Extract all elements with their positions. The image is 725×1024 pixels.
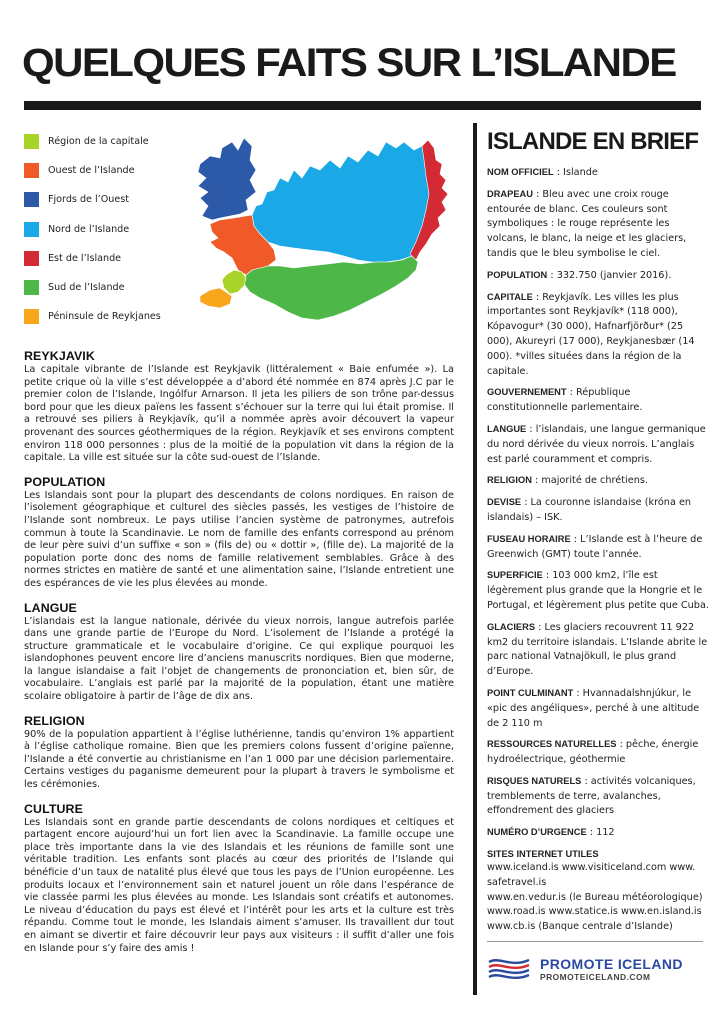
fact-value: : activités volcaniques, tremblements de terre, avalanches, effondrement des glaciers	[487, 775, 696, 817]
fact-key: CAPITALE	[487, 291, 533, 302]
logo-name: PROMOTE ICELAND	[540, 955, 683, 972]
fact-capitale	[487, 290, 709, 380]
fact-key: GLACIERS	[487, 621, 536, 632]
legend-item-capital	[24, 127, 199, 156]
legend-swatch-north-icon	[24, 222, 39, 237]
fact-value: : Islande	[553, 167, 598, 178]
legend-swatch-south-icon	[24, 280, 39, 295]
fact-value: : majorité de chrétiens.	[531, 475, 648, 487]
fact-value: : pêche, énergie hydroélectrique, géothermie	[487, 739, 699, 766]
legend-item-west	[24, 156, 199, 185]
legend-label: Péninsule de Reykjanes	[48, 311, 161, 323]
fact-devise	[487, 495, 709, 526]
map-region-north	[252, 142, 433, 262]
fact-nom-officiel	[487, 165, 709, 181]
fact-key: NUMÉRO D’URGENCE	[487, 827, 587, 838]
fact-key: RESSOURCES NATURELLES	[487, 739, 617, 750]
fact-value: : Bleu avec une croix rouge entourée de blanc. Ces couleurs sont symboliques : le rouge représente les volcans, le blanc, la neige et les glaciers, tandis que le bleu symbolise le ciel.	[487, 188, 687, 259]
map-legend	[24, 127, 199, 331]
section-religion	[24, 713, 454, 792]
fact-key: RISQUES NATURELS	[487, 775, 582, 786]
website-link[interactable]: www.cb.is (Banque centrale d’Islande)	[487, 921, 673, 933]
fact-value: : 103 000 km2, l’île est légèrement plus grande que la Hongrie et le Portugal, et légèrement plus petite que Cuba.	[487, 570, 709, 611]
section-reykjavik	[24, 348, 454, 465]
fact-langue	[487, 422, 709, 467]
fact-key: NOM OFFICIEL	[487, 167, 554, 177]
iceland-region-map	[190, 120, 460, 330]
fact-key: SUPERFICIE	[487, 570, 543, 581]
section-body: Les Islandais sont pour la plupart des descendants de colons nordiques. En raison de l’isolement géographique et culturel des siècles passés, les vestiges de l’histoire de l’Islande sont nombreux. Le pays utilise l’ancien système de patronymes, autrefois commun à toute la Scandinavie. Le nom de famille des enfants correspond au prénom de leur père suivi d’un suffixe « son » (fils de) ou « dottir », (fille de). La majorité de la population porte donc des noms de famille relativement semblables. Grâce à des normes strictes en matière de santé et une alimentation saine, l’Islande entretient une des espérances de vie les plus élevées au monde.	[24, 489, 454, 589]
legend-label: Sud de l’Islande	[48, 282, 125, 294]
legend-label: Région de la capitale	[48, 136, 149, 148]
legend-label: Nord de l’Islande	[48, 223, 130, 235]
legend-swatch-reykjanes-icon	[24, 309, 39, 324]
section-body: L’islandais est la langue nationale, dérivée du vieux norrois, langue autrefois parlée dans une grande partie de l’Europe du Nord. L’isolement de l’Islande a protégé la structure grammaticale et le vocabulaire d’origine. Ce qui explique pourquoi les islandophones peuvent encore lire d’anciens manuscrits nordiques. Bien que moderne, la langue islandaise a fait l’objet de changements de prononciation et, bien sûr, de vocabulaire. L’anglais est parlé par la majorité de la population, étant une matière scolaire obligatoire à partir de l’âge de dix ans.	[24, 615, 454, 703]
section-body: 90% de la population appartient à l’église luthérienne, tandis qu’environ 1% appartient à l’église catholique romaine. Bien que les premiers colons fussent d’origine païenne, l’Islande a été convertie au christianisme en l’an 1 000 par une décision parlementaire. Certains vestiges du paganisme demeurent pour la plupart à travers le symbolisme et les cérémonies.	[24, 728, 454, 791]
fact-value: : Reykjavík. Les villes les plus importantes sont Reykjavík* (118 000), Kópavogur* (30 000), Hafnarfjörður* (25 000), Akureyri (17 000), Reykjanesbær (14 000). *villes situées dans la région de la capitale.	[487, 291, 695, 377]
website-link[interactable]: www.road.is www.statice.is www.en.island.is	[487, 906, 702, 918]
page-title: QUELQUES FAITS SUR L’ISLANDE	[22, 41, 676, 85]
fact-key: DEVISE	[487, 497, 522, 508]
fact-value: : Hvannadalshnjúkur, le «pic des angéliques», perché à une altitude de 2 110 m	[487, 687, 700, 729]
website-link[interactable]: www.en.vedur.is (le Bureau météorologique)	[487, 891, 703, 903]
fact-religion	[487, 473, 709, 489]
fact-key: GOUVERNEMENT	[487, 387, 567, 398]
fact-key: POINT CULMINANT	[487, 687, 574, 698]
legend-swatch-west-icon	[24, 163, 39, 178]
fact-value: : 112	[586, 827, 615, 839]
column-divider	[473, 123, 477, 995]
section-heading: LANGUE	[24, 600, 77, 615]
legend-label: Ouest de l’Islande	[48, 165, 135, 177]
website-link[interactable]: www.iceland.is www.visiticeland.com www.	[487, 862, 696, 874]
legend-swatch-east-icon	[24, 251, 39, 266]
main-article	[24, 348, 454, 964]
map-region-westfjords	[198, 138, 256, 220]
fact-key: POPULATION	[487, 269, 548, 280]
map-region-capital	[222, 270, 246, 294]
section-heading: POPULATION	[24, 474, 106, 489]
logo-url[interactable]: PROMOTEICELAND.COM	[540, 971, 651, 982]
fact-value: : La couronne islandaise (króna en islandais) – ISK.	[487, 497, 692, 523]
legend-label: Fjords de l’Ouest	[48, 194, 130, 206]
legend-label: Est de l’Islande	[48, 252, 122, 264]
fact-superficie	[487, 568, 709, 613]
title-rule	[24, 101, 701, 110]
map-region-south	[244, 256, 418, 320]
fact-population	[487, 268, 709, 284]
legend-swatch-westfjords-icon	[24, 192, 39, 207]
fact-value: : 332.750 (janvier 2016).	[547, 269, 672, 281]
websites-heading: SITES INTERNET UTILES	[487, 849, 599, 860]
legend-swatch-capital-icon	[24, 134, 39, 149]
fact-key: RELIGION	[487, 475, 532, 486]
fact-key: DRAPEAU	[487, 188, 533, 199]
fact-fuseau-horaire	[487, 532, 709, 563]
brief-title: ISLANDE EN BRIEF	[487, 128, 699, 155]
fact-glaciers	[487, 620, 709, 680]
fact-drapeau	[487, 187, 709, 262]
useful-websites	[487, 847, 709, 935]
section-heading: RELIGION	[24, 713, 85, 728]
brief-sidebar	[487, 127, 709, 941]
fact-gouvernement	[487, 385, 709, 416]
fact-value: : l’islandais, une langue germanique du nord dérivée du vieux norrois. L’anglais est parlé couramment et compris.	[487, 423, 706, 465]
section-body: Les Islandais sont en grande partie descendants de colons nordiques et celtiques et partagent encore aujourd’hui un fort lien avec la Scandinavie. La famille occupe une place très importante dans la vie des Islandais et les réunions de famille sont une véritable tradition. Les enfants sont placés au cœur des priorités de l’Islande qui bénéficie d’un taux de natalité plus élevé que tous les pays de l’Union européenne. Les produits locaux et l’environnement sain et naturel jouent un rôle dans l’espérance de vie classée parmi les plus élevées au monde. Les Islandais sont créatifs et autonomes. Le niveau d’éducation du pays est élevé et l’intérêt pour les arts et la culture est très répandu. Comme tout le monde, les Islandais aiment s’amuser. Ils travaillent dur tout en aimant se divertir et faire découvrir leur pays aux visiteurs : il suffit d’aller une fois en Islande pour s’y faire des amis !	[24, 816, 454, 954]
fact-value: : République constitutionnelle parlementaire.	[487, 387, 643, 414]
fact-numero-urgence	[487, 825, 709, 841]
legend-item-south	[24, 273, 199, 302]
logo-divider	[487, 941, 703, 942]
legend-item-westfjords	[24, 185, 199, 214]
fact-value: : Les glaciers recouvrent 11 922 km2 du territoire islandais. L’Islande abrite le parc national Vatnajökull, le plus grand d’Europe.	[487, 621, 708, 678]
fact-value: : L’Islande est à l’heure de Greenwich (GMT) toute l’année.	[487, 533, 703, 560]
website-link[interactable]: safetravel.is	[487, 876, 547, 888]
fact-ressources-naturelles	[487, 737, 709, 768]
section-body: La capitale vibrante de l’Islande est Reykjavik (littéralement « Baie enfumée »). La petite crique où la ville s’est développée a d’abord été nommée en 874 après J.C par le premier colon de l’Islande, Ingólfur Arnarson. Il jeta les piliers de son trône par-dessus bord pour que les dieux païens les fassent s’échouer sur la terre qui lui était promise. Il a retrouvé ses piliers à Reykjavík, qu’il a nommée après avoir découvert la vapeur provenant des sources géothermiques de la région. Reykjavík et ses environs comptent environ 118 000 personnes : plus de la moitié de la population vit dans la région de la capitale. La ville est située sur la côte sud-ouest de l’Islande.	[24, 364, 454, 464]
section-heading: REYKJAVIK	[24, 349, 95, 363]
section-langue	[24, 600, 454, 704]
legend-item-east	[24, 244, 199, 273]
legend-item-north	[24, 215, 199, 244]
logo-text	[540, 956, 683, 983]
section-heading: CULTURE	[24, 801, 83, 816]
promote-iceland-logo-icon	[487, 954, 531, 984]
fact-key: LANGUE	[487, 423, 527, 434]
promote-iceland-logo	[487, 949, 709, 989]
section-culture	[24, 801, 454, 956]
fact-risques-naturels	[487, 774, 709, 819]
legend-item-reykjanes	[24, 302, 199, 331]
fact-point-culminant	[487, 686, 709, 731]
fact-key: FUSEAU HORAIRE	[487, 533, 571, 544]
section-population	[24, 474, 454, 591]
